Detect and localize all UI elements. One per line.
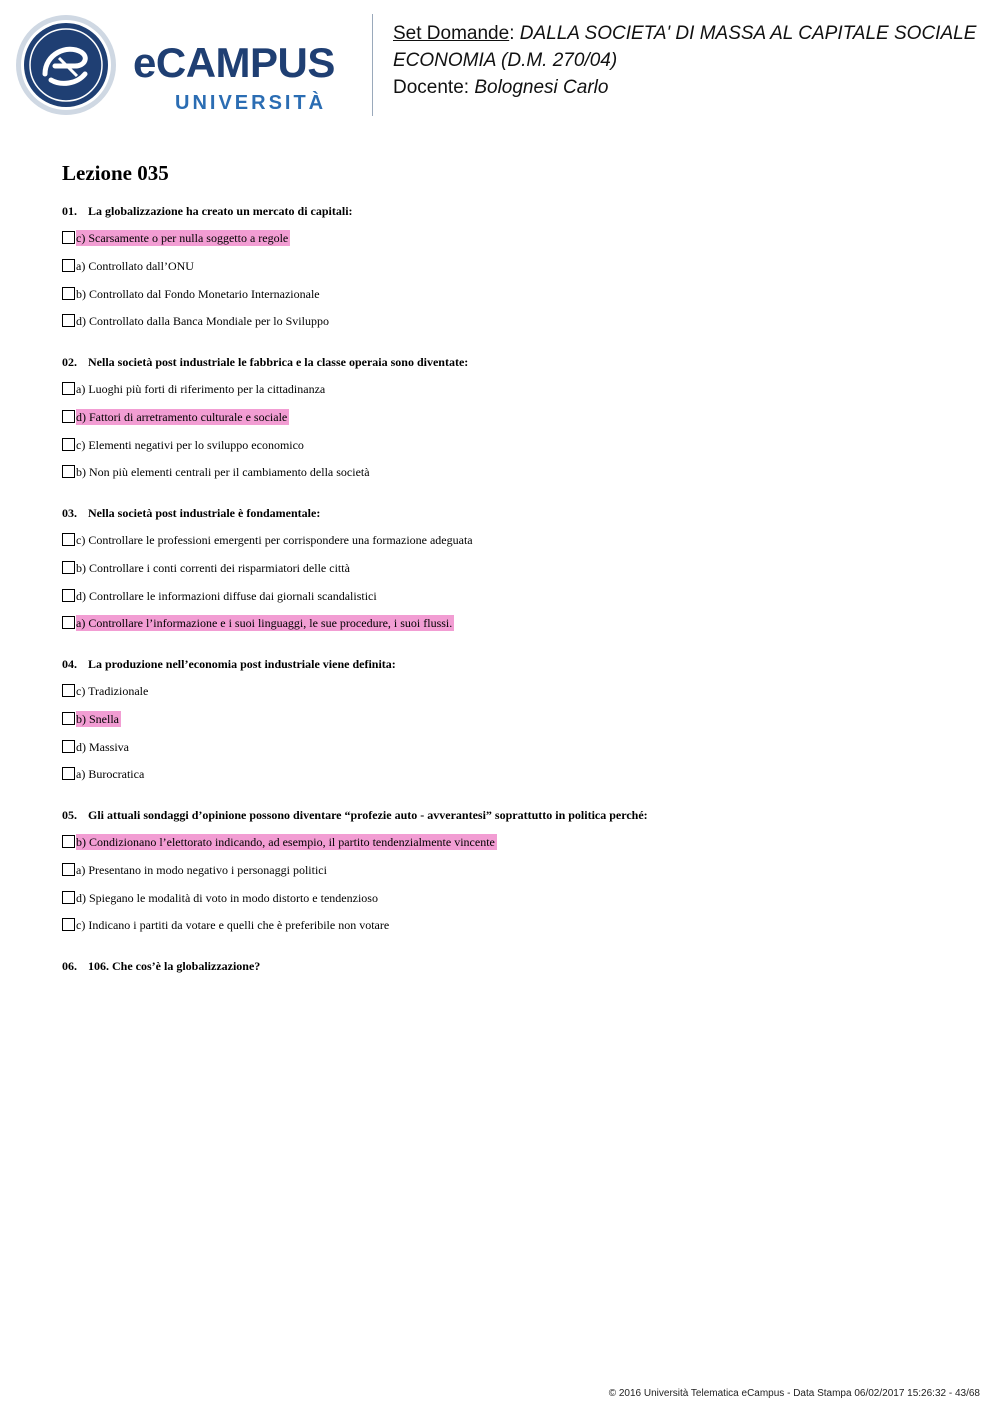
answer-checkbox[interactable] [62,410,75,423]
question-1 [62,204,353,219]
set-label: Set Domande [393,23,510,44]
answer-text: a) Luoghi più forti di riferimento per la cittadinanza [76,382,326,396]
answer-option[interactable] [62,862,329,878]
question-5 [62,808,648,823]
answer-checkbox[interactable] [62,918,75,931]
answer-checkbox[interactable] [62,231,75,244]
question-number: 03. [62,506,77,520]
answer-checkbox[interactable] [62,684,75,697]
question-6 [62,959,260,974]
answer-checkbox[interactable] [62,382,75,395]
teacher-label: Docente: [393,77,470,98]
brand-name: eCAMPUS [133,39,335,86]
set-title-line: Set Domande: DALLA SOCIETA' DI MASSA AL CAPITALE SOCIALE [393,23,977,44]
answer-text: b) Non più elementi centrali per il cambiamento della società [76,465,370,479]
answer-text: d) Massiva [76,740,129,754]
question-text: 106. Che cos’è la globalizzazione? [88,959,261,973]
answer-text: a) Presentano in modo negativo i personaggi politici [76,863,327,877]
question-number: 02. [62,355,77,369]
answer-option[interactable] [62,409,289,425]
answer-option[interactable] [62,532,475,548]
question-3 [62,506,320,521]
question-text: Nella società post industriale è fondamentale: [88,506,321,520]
answer-option[interactable] [62,230,290,246]
answer-checkbox[interactable] [62,465,75,478]
answer-checkbox[interactable] [62,561,75,574]
question-text: La produzione nell’economia post industriale viene definita: [88,657,396,671]
question-number: 04. [62,657,77,671]
answer-text: d) Spiegano le modalità di voto in modo distorto e tendenzioso [76,891,378,905]
answer-text-highlighted: d) Fattori di arretramento culturale e sociale [76,410,288,424]
answer-checkbox[interactable] [62,767,75,780]
answer-option[interactable] [62,766,146,782]
answer-option[interactable] [62,917,391,933]
answer-checkbox[interactable] [62,533,75,546]
answer-text: b) Controllato dal Fondo Monetario Internazionale [76,287,320,301]
answer-option[interactable] [62,834,497,850]
answer-text: d) Controllato dalla Banca Mondiale per lo Sviluppo [76,314,329,328]
header-divider [372,14,373,116]
question-text: Nella società post industriale le fabbrica e la classe operaia sono diventate: [88,355,469,369]
lesson-title: Lezione 035 [62,161,169,185]
teacher-name: Bolognesi Carlo [474,77,609,98]
ecampus-logo [15,14,360,116]
answer-text: a) Controllato dall’ONU [76,259,194,273]
answer-checkbox[interactable] [62,589,75,602]
question-number: 01. [62,204,77,218]
course-name: ECONOMIA (D.M. 270/04) [393,50,618,71]
answer-option[interactable] [62,381,327,397]
answer-checkbox[interactable] [62,740,75,753]
answer-option[interactable] [62,437,306,453]
set-title: DALLA SOCIETA' DI MASSA AL CAPITALE SOCIALE [519,23,977,44]
answer-checkbox[interactable] [62,438,75,451]
answer-checkbox[interactable] [62,259,75,272]
answer-checkbox[interactable] [62,712,75,725]
answer-option[interactable] [62,683,150,699]
answer-option[interactable] [62,286,322,302]
answer-text: c) Indicano i partiti da votare e quelli che è preferibile non votare [76,918,390,932]
document-header [393,20,993,101]
answer-option[interactable] [62,588,379,604]
answer-checkbox[interactable] [62,891,75,904]
answer-option[interactable] [62,258,196,274]
answer-option[interactable] [62,615,454,631]
answer-option[interactable] [62,560,352,576]
answer-option[interactable] [62,890,380,906]
answer-option[interactable] [62,464,372,480]
answer-text: a) Burocratica [76,767,145,781]
answer-text: c) Elementi negativi per lo sviluppo economico [76,438,304,452]
answer-text-highlighted: b) Snella [76,712,119,726]
answer-checkbox[interactable] [62,863,75,876]
answer-text-highlighted: a) Controllare l’informazione e i suoi linguaggi, le sue procedure, i suoi flussi. [76,616,453,630]
question-text: Gli attuali sondaggi d’opinione possono diventare “profezie auto - avverantesi” soprattutto in politica perché: [88,808,648,822]
answer-option[interactable] [62,739,131,755]
teacher-line [393,74,993,101]
question-4 [62,657,396,672]
answer-option[interactable] [62,313,331,329]
page-footer: © 2016 Università Telematica eCampus - Data Stampa 06/02/2017 15:26:32 - 43/68 [608,1388,980,1399]
answer-text: b) Controllare i conti correnti dei risparmiatori delle città [76,561,350,575]
question-number: 05. [62,808,77,822]
answer-text-highlighted: b) Condizionano l’elettorato indicando, ad esempio, il partito tendenzialmente vincente [76,835,495,849]
answer-checkbox[interactable] [62,835,75,848]
answer-text: c) Controllare le professioni emergenti per corrispondere una formazione adeguata [76,533,473,547]
answer-text: d) Controllare le informazioni diffuse dai giornali scandalistici [76,589,377,603]
question-2 [62,355,468,370]
answer-text-highlighted: c) Scarsamente o per nulla soggetto a regole [76,231,289,245]
answer-checkbox[interactable] [62,314,75,327]
answer-checkbox[interactable] [62,287,75,300]
answer-text: c) Tradizionale [76,684,149,698]
course-line [393,47,993,74]
brand-subtitle: UNIVERSITÀ [175,92,327,114]
answer-checkbox[interactable] [62,616,75,629]
question-text: La globalizzazione ha creato un mercato di capitali: [88,204,353,218]
question-number: 06. [62,959,77,973]
answer-option[interactable] [62,711,121,727]
university-seal-icon [15,14,117,116]
